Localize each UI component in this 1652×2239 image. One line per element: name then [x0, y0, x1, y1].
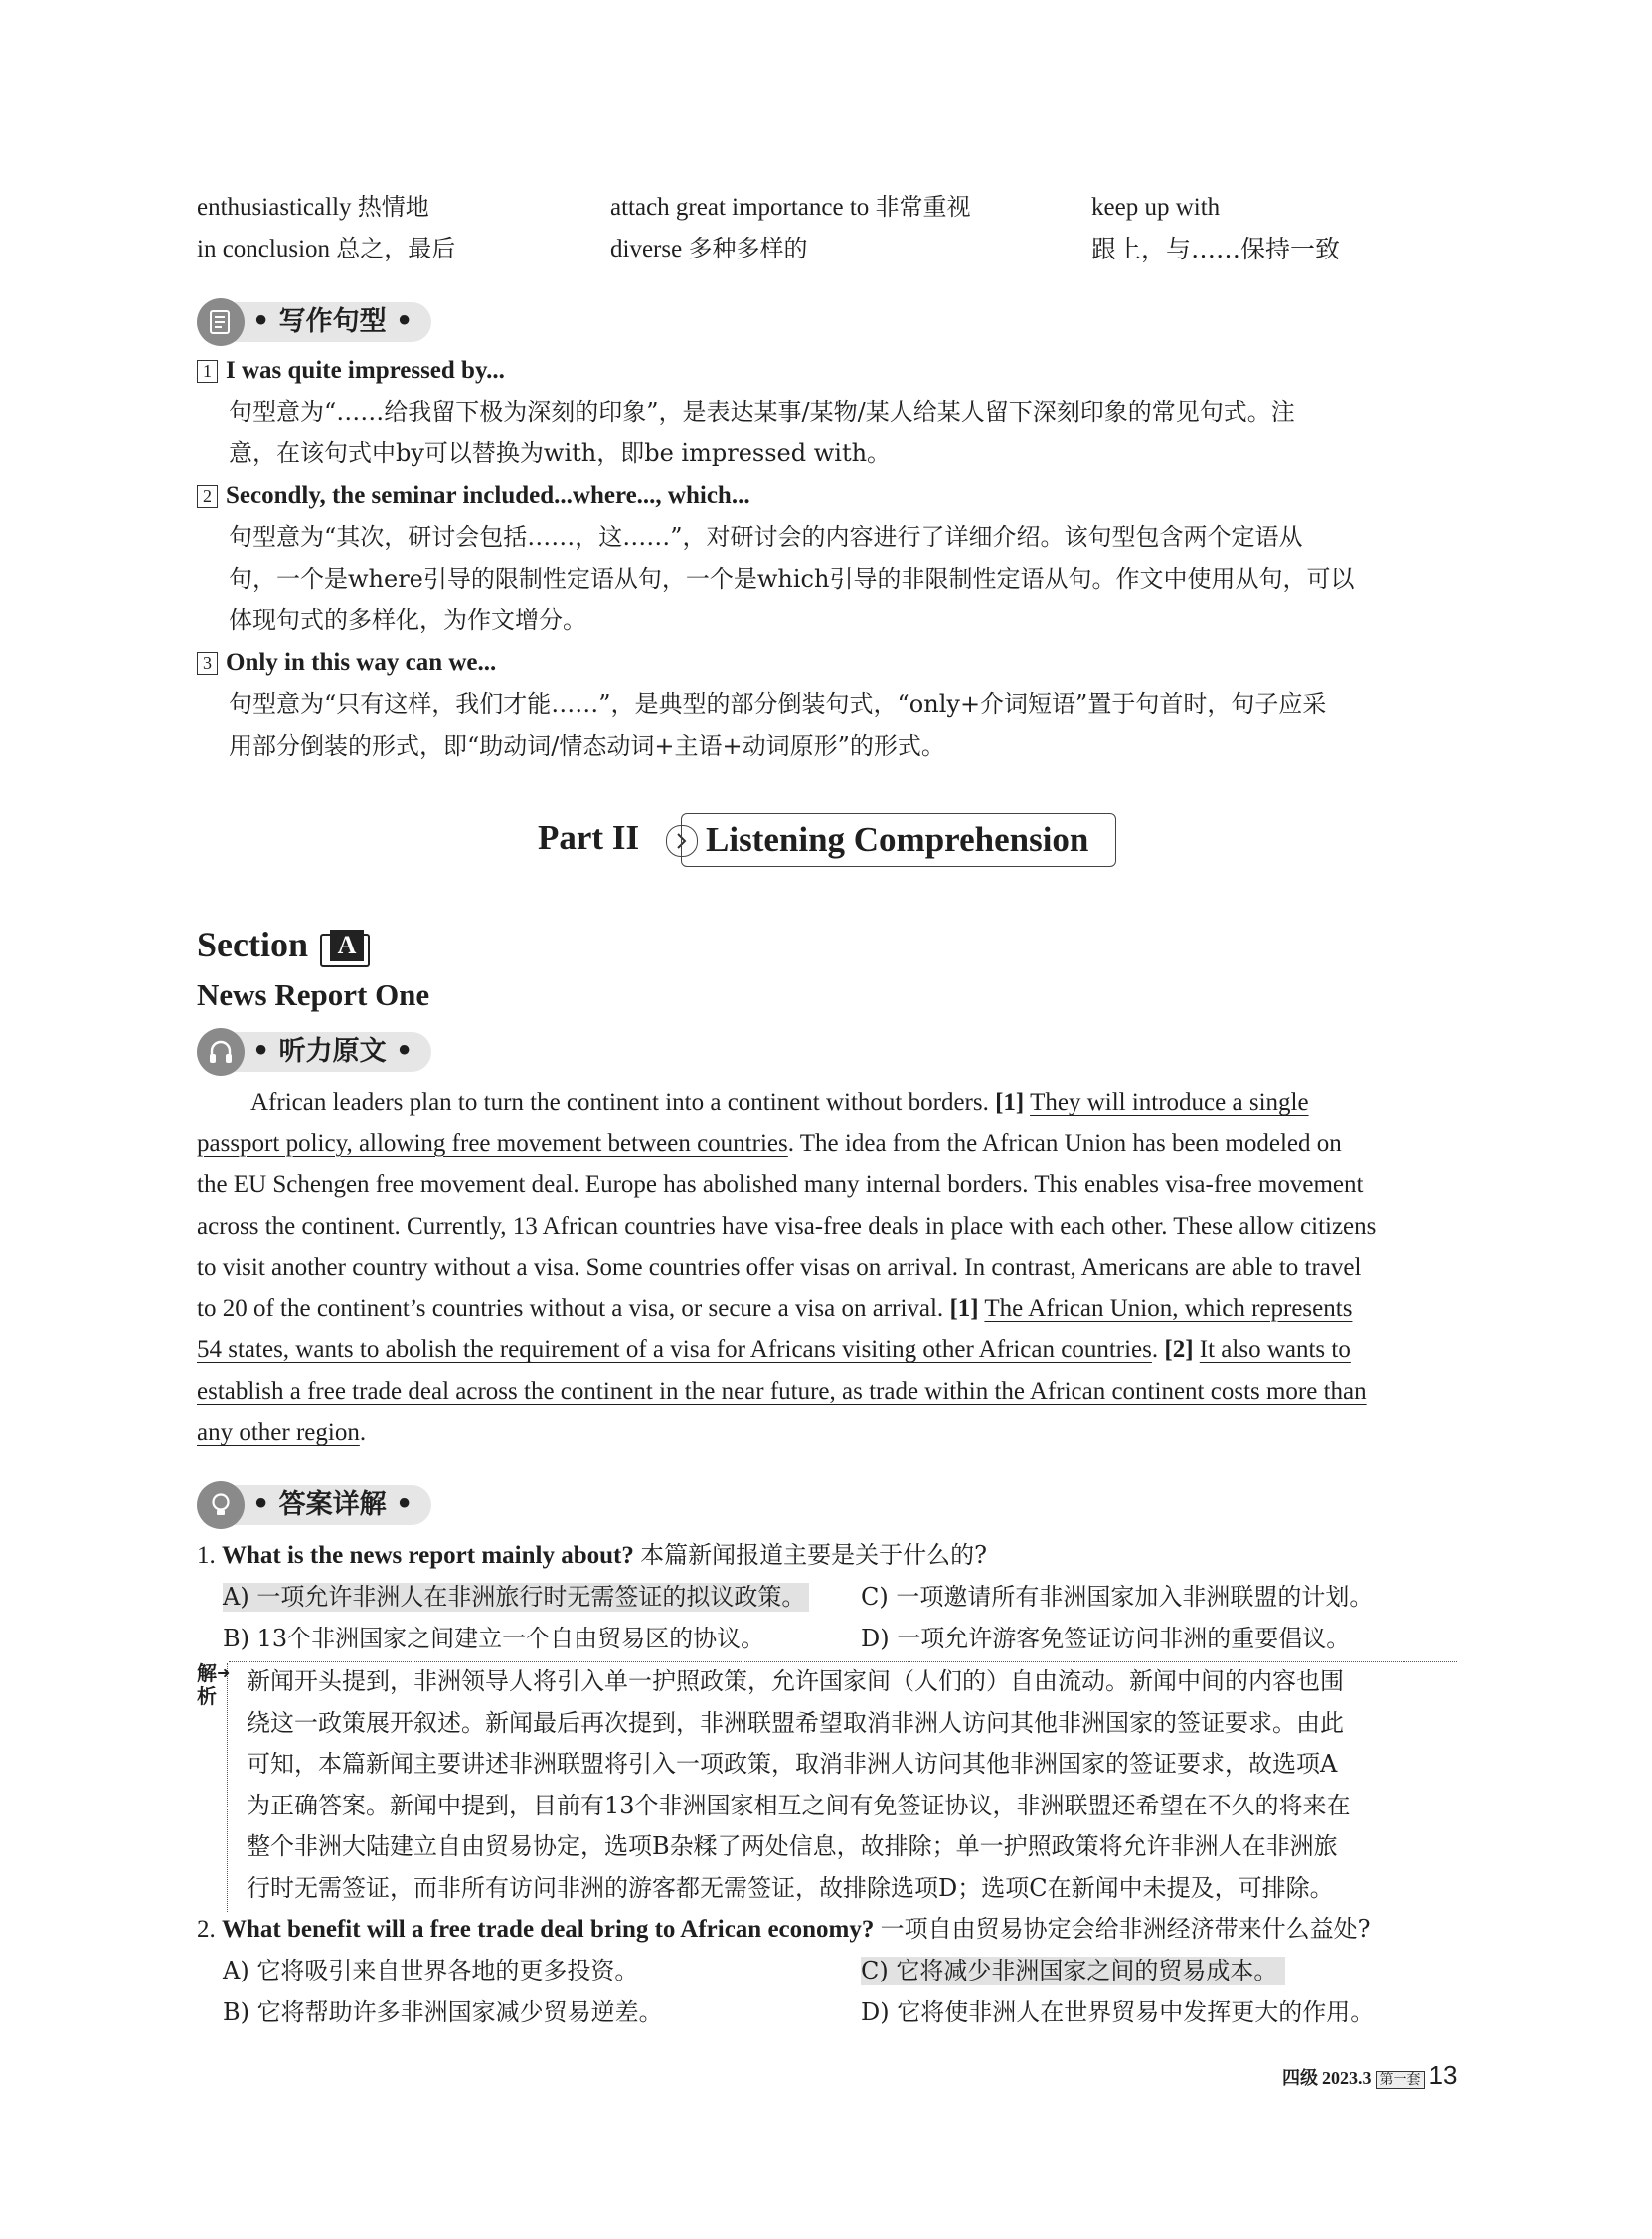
arrow-right-icon: ➜ [217, 1665, 231, 1682]
answers-heading [197, 1485, 431, 1525]
vocab-item: keep up with [1091, 194, 1221, 221]
page-number: 13 [1428, 2060, 1458, 2090]
option-c-correct: C) 它将减少非洲国家之间的贸易成本。 [861, 1957, 1285, 1985]
explanation-line: 句型意为“……给我留下极为深刻的印象”，是表达某事/某物/某人给某人留下深刻印象的常见句式。注 [229, 398, 1295, 426]
analysis-line: 绕这一政策展开叙述。新闻最后再次提到，非洲联盟希望取消非洲人访问其他非洲国家的签证要求。由此 [247, 1708, 1344, 1737]
heading-text: • 听力原文 • [252, 1036, 413, 1067]
analysis-text [247, 1661, 1457, 1909]
heading-text: • 答案详解 • [252, 1489, 413, 1520]
option-a: A) 它将吸引来自世界各地的更多投资。 [223, 1957, 639, 1984]
heading-text: • 写作句型 • [252, 306, 413, 337]
transcript-line: to visit another country without a visa. Some countries offer visas on arrival. In contrast, Americans are able to travel [197, 1254, 1362, 1281]
explanation-line: 句型意为“其次，研讨会包括……，这……”，对研讨会的内容进行了详细介绍。该句型包含两个定语从 [229, 523, 1303, 551]
option-a-correct: A) 一项允许非洲人在非洲旅行时无需签证的拟议政策。 [223, 1583, 809, 1612]
vocab-item: attach great importance to 非常重视 [610, 193, 971, 221]
transcript-line: the EU Schengen free movement deal. Europe has abolished many internal borders. This enables visa-free movement [197, 1171, 1364, 1198]
vocab-item: enthusiastically 热情地 [197, 193, 429, 221]
sentence-pattern-title: 1 I was quite impressed by... [197, 356, 505, 385]
transcript [197, 1082, 1457, 1454]
transcript-line: 54 states, wants to abolish the requirement of a visa for Africans visiting other African countries. [2] It also wants to [197, 1336, 1351, 1363]
analysis-line: 可知，本篇新闻主要讲述非洲联盟将引入一项政策，取消非洲人访问其他非洲国家的签证要求，故选项A [247, 1750, 1338, 1778]
vocab-item: 跟上，与……保持一致 [1091, 235, 1341, 263]
report-title: News Report One [197, 977, 430, 1012]
transcript-line: to 20 of the continent’s countries without a visa, or secure a visa on arrival. [1] The African Union, which represents [197, 1294, 1353, 1322]
headphones-icon [197, 1028, 245, 1076]
option-c: C) 一项邀请所有非洲国家加入非洲联盟的计划。 [861, 1583, 1374, 1611]
transcript-line: across the continent. Currently, 13 African countries have visa-free deals in place with each other. These allow citizens [197, 1212, 1377, 1240]
transcript-line: African leaders plan to turn the continent into a continent without borders. [1] They will introduce a single [250, 1089, 1309, 1116]
sentence-pattern-title: 2 Secondly, the seminar included...where..., which... [197, 481, 750, 510]
section-letter: A [330, 930, 364, 961]
transcript-line: any other region. [197, 1419, 367, 1446]
explanation-line: 句型意为“只有这样，我们才能……”，是典型的部分倒装句式，“only+介词短语”置于句首时，句子应采 [229, 690, 1327, 718]
page-footer: 四级 2023.3 第一套 13 [1282, 2060, 1458, 2090]
analysis-line: 新闻开头提到，非洲领导人将引入单一护照政策，允许国家间（人们的）自由流动。新闻中间的内容也围 [247, 1667, 1344, 1695]
sentence-pattern-title: 3 Only in this way can we... [197, 648, 496, 677]
analysis-label: 解 析 [197, 1661, 217, 1708]
transcript-line: establish a free trade deal across the continent in the near future, as trade within the African continent costs more than [197, 1377, 1367, 1405]
transcript-line: passport policy, allowing free movement between countries. The idea from the African Union has been modeled on [197, 1129, 1342, 1157]
explanation-line: 句，一个是where引导的限制性定语从句，一个是which引导的非限制性定语从句。作文中使用从句，可以 [229, 565, 1355, 593]
option-b: B) 它将帮助许多非洲国家减少贸易逆差。 [223, 1998, 663, 2026]
analysis-divider-vertical [227, 1663, 228, 1912]
section-badge [320, 928, 370, 963]
explanation-line: 用部分倒装的形式，即“助动词/情态动词+主语+动词原形”的形式。 [229, 732, 945, 760]
option-b: B) 13个非洲国家之间建立一个自由贸易区的协议。 [223, 1625, 765, 1652]
listening-heading [197, 1032, 431, 1072]
part-title: Listening Comprehension [706, 820, 1089, 859]
analysis-line: 行时无需签证，而非所有访问非洲的游客都无需签证，故排除选项D；选项C在新闻中未提及，可排除。 [247, 1873, 1334, 1902]
explanation-line: 体现句式的多样化，为作文增分。 [229, 606, 586, 634]
part-label: Part II [538, 818, 640, 857]
explanation-line: 意，在该句式中by可以替换为with，即be impressed with。 [229, 439, 892, 467]
question-1: 1. What is the news report mainly about? 本篇新闻报道主要是关于什么的? [197, 1541, 987, 1569]
question-2: 2. What benefit will a free trade deal bring to African economy? 一项自由贸易协定会给非洲经济带来什么益处? [197, 1915, 1371, 1943]
vocab-item: in conclusion 总之，最后 [197, 235, 456, 262]
notebook-icon [197, 298, 245, 346]
analysis-line: 整个非洲大陆建立自由贸易协定，选项B杂糅了两处信息，故排除；单一护照政策将允许非洲人在非洲旅 [247, 1832, 1338, 1860]
option-d: D) 它将使非洲人在世界贸易中发挥更大的作用。 [861, 1998, 1375, 2026]
section-label: Section [197, 925, 308, 964]
analysis-line: 为正确答案。新闻中提到，目前有13个非洲国家相互之间有免签证协议，非洲联盟还希望在不久的将来在 [247, 1791, 1351, 1819]
vocab-item: diverse 多种多样的 [610, 235, 808, 262]
option-d: D) 一项允许游客免签证访问非洲的重要倡议。 [861, 1625, 1351, 1652]
writing-heading [197, 302, 431, 342]
lightbulb-icon [197, 1481, 245, 1529]
